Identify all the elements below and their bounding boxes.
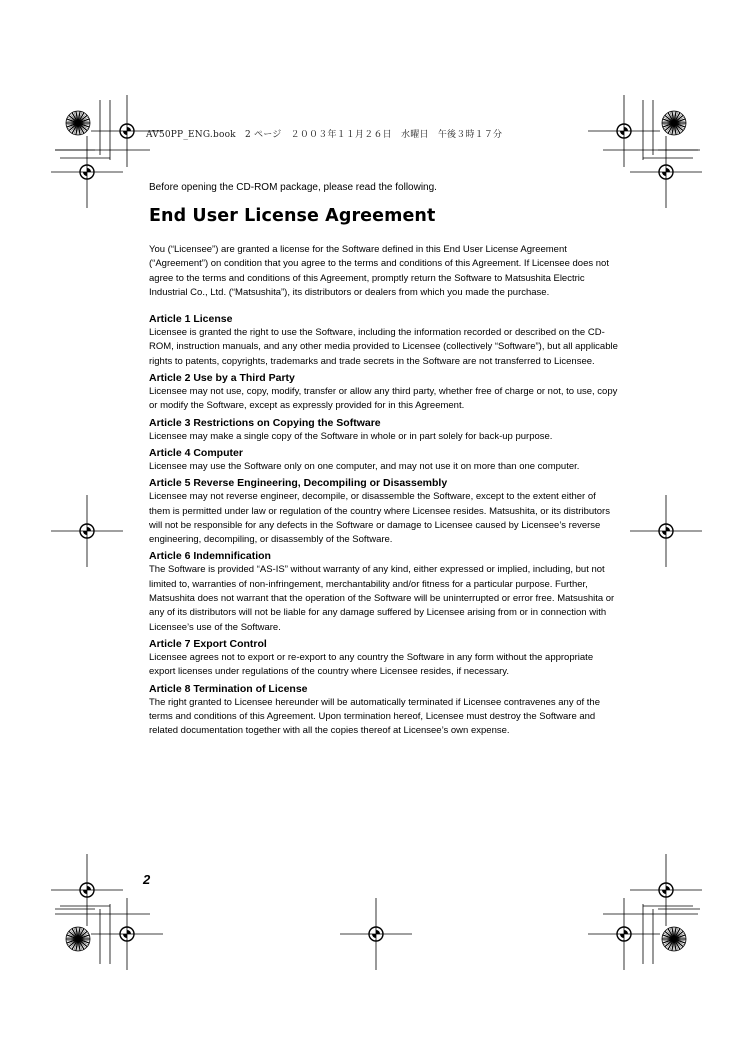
registration-starburst-icon xyxy=(66,111,90,135)
registration-target-icon xyxy=(588,95,660,167)
preamble-paragraph: You (“Licensee”) are granted a license for the Software defined in this End User License Agreement (“Agreement”) on condition that you agree to the terms and conditions of this Agreement. If Licensee does not agree to the terms and conditions of this Agreement, promptly return the Software to Matsushita Electric Industrial Co., Ltd. (“Matsushita”), its distributors or dealers from which you made the purchase. xyxy=(149,244,609,298)
article-5 xyxy=(149,476,619,547)
article-body: Licensee may use the Software only on one computer, and may not use it on more than one computer. xyxy=(149,460,580,472)
article-heading: Article 8 Termination of License xyxy=(149,682,308,695)
article-body: The right granted to Licensee hereunder will be automatically terminated if Licensee contravenes any of the terms and conditions of this Agreement. Upon termination hereof, Licensee must destroy the Software and related documentation together with all the copies thereof at Licensee’s own expense. xyxy=(149,696,600,737)
article-heading: Article 3 Restrictions on Copying the Software xyxy=(149,416,381,429)
article-body: Licensee is granted the right to use the Software, including the information recorded or described on the CD-ROM, instruction manuals, and any other media provided to Licensee (collectively “Software”), but all applicable rights to patents, copyrights, trademarks and trade secrets in the Software are not transferred to Licensee. xyxy=(149,327,618,367)
registration-target-icon xyxy=(51,136,123,208)
article-body: Licensee may make a single copy of the Software in whole or in part solely for back-up purpose. xyxy=(149,430,553,442)
page-title: End User License Agreement xyxy=(149,206,436,226)
article-body: Licensee agrees not to export or re-export to any country the Software in any form without the appropriate export licenses under regulations of the country where Licensee resides, if necessary. xyxy=(149,651,594,678)
registration-target-icon xyxy=(51,854,123,926)
article-2 xyxy=(149,371,619,414)
article-7 xyxy=(149,637,619,680)
registration-target-icon xyxy=(630,136,702,208)
registration-starburst-icon xyxy=(662,927,686,951)
registration-target-icon xyxy=(630,495,702,567)
article-1 xyxy=(149,312,619,369)
article-heading: Article 5 Reverse Engineering, Decompiling or Disassembly xyxy=(149,477,448,490)
article-6 xyxy=(149,549,619,634)
registration-target-icon xyxy=(91,898,163,970)
print-header: AV50PP_ENG.book 2 ページ ２００３年１１月２６日 水曜日 午後３時１７分 xyxy=(146,130,503,140)
page-number: 2 xyxy=(143,872,151,887)
registration-target-icon xyxy=(588,898,660,970)
registration-starburst-icon xyxy=(66,927,90,951)
registration-target-icon xyxy=(340,898,412,970)
article-3 xyxy=(149,416,619,444)
article-body: The Software is provided “AS-IS” without warranty of any kind, either expressed or implied, including, but not limited to, warranties of non-infringement, merchantability and/or fitness for a particular purpose. Further, Matsushita does not warrant that the operation of the Software will be uninterrupted or error free. Matsushita or any of its distributors will not be liable for any damage suffered by Licensee arising from or in connection with Licensee’s use of the Software. xyxy=(149,564,615,633)
article-heading: Article 2 Use by a Third Party xyxy=(149,372,295,385)
article-heading: Article 1 License xyxy=(149,313,233,326)
article-4 xyxy=(149,446,619,474)
article-8 xyxy=(149,682,619,739)
article-body: Licensee may not use, copy, modify, transfer or allow any third party, whether free of charge or not, to use, copy or modify the Software, except as expressly provided for in this Agreement. xyxy=(149,386,618,412)
registration-starburst-icon xyxy=(662,111,686,135)
article-heading: Article 6 Indemnification xyxy=(149,550,271,563)
registration-target-icon xyxy=(630,854,702,926)
document-body xyxy=(149,181,619,740)
article-heading: Article 4 Computer xyxy=(149,446,243,459)
article-heading: Article 7 Export Control xyxy=(149,637,267,650)
article-body: Licensee may not reverse engineer, decompile, or disassemble the Software, except to the extent either of them is permitted under law or regulation of the country where Licensee resides. Matsushita, or its distributors will not be responsible for any defects in the Software or damage to Licensee caused by Licensee’s reverse engineering, decompiling, or disassembly of the Software. xyxy=(149,491,610,546)
registration-target-icon xyxy=(51,495,123,567)
intro-line: Before opening the CD-ROM package, please read the following. xyxy=(149,182,437,193)
